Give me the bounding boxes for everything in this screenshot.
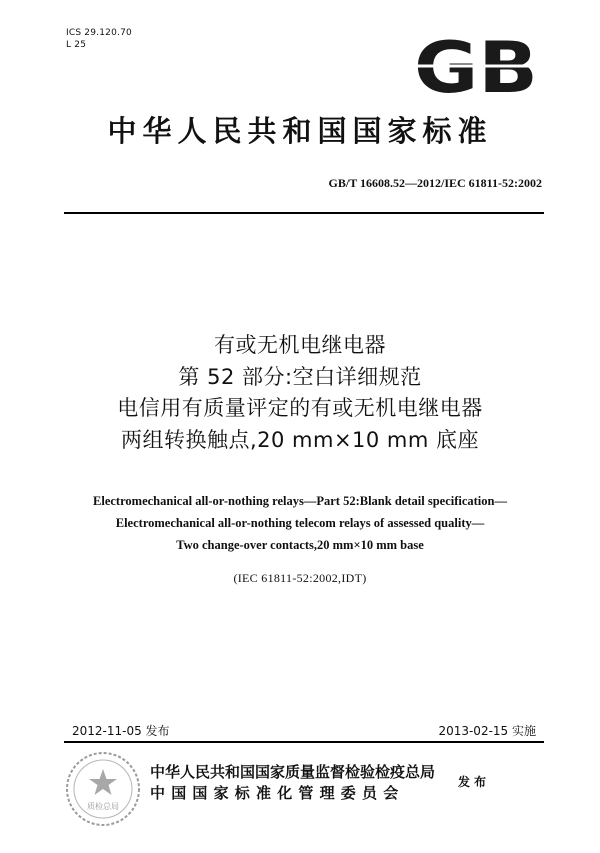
ics-code: ICS 29.120.70	[66, 28, 132, 38]
cn-title-line2: 第 52 部分:空白详细规范	[178, 364, 422, 389]
chinese-title-block	[0, 330, 600, 456]
bottom-divider	[64, 741, 544, 743]
issue-date: 2012-11-05 发布	[72, 724, 170, 738]
standard-code: GB/T 16608.52—2012/IEC 61811-52:2002	[328, 176, 542, 190]
org-line2: 中国国家标准化管理委员会	[150, 784, 405, 802]
cn-title-line4: 两组转换触点,20 mm×10 mm 底座	[120, 427, 480, 452]
classification-codes	[66, 27, 132, 51]
top-divider	[64, 212, 544, 214]
en-title-line1: Electromechanical all-or-nothing relays—Part 52:Blank detail specification—	[93, 494, 507, 508]
org-line1: 中华人民共和国国家质量监督检验检疫总局	[150, 763, 436, 781]
english-title-block	[0, 490, 600, 556]
gb-logo	[412, 35, 540, 97]
en-title-line2: Electromechanical all-or-nothing telecom relays of assessed quality—	[115, 516, 485, 530]
official-seal	[64, 750, 142, 828]
publish-label: 发布	[458, 775, 491, 789]
gb-logo-text: GB	[414, 35, 538, 97]
seal-text: 质检总局	[87, 802, 119, 811]
cn-title-line1: 有或无机电继电器	[214, 333, 386, 357]
implementation-date: 2013-02-15 实施	[438, 724, 536, 738]
ccs-code: L 25	[66, 40, 87, 50]
standard-title: 中华人民共和国国家标准	[107, 114, 493, 148]
en-title-line3: Two change-over contacts,20 mm×10 mm base	[176, 538, 424, 552]
publishing-organizations	[150, 762, 435, 804]
cn-title-line3: 电信用有质量评定的有或无机电继电器	[117, 396, 483, 420]
idt-note: (IEC 61811-52:2002,IDT)	[233, 571, 367, 585]
